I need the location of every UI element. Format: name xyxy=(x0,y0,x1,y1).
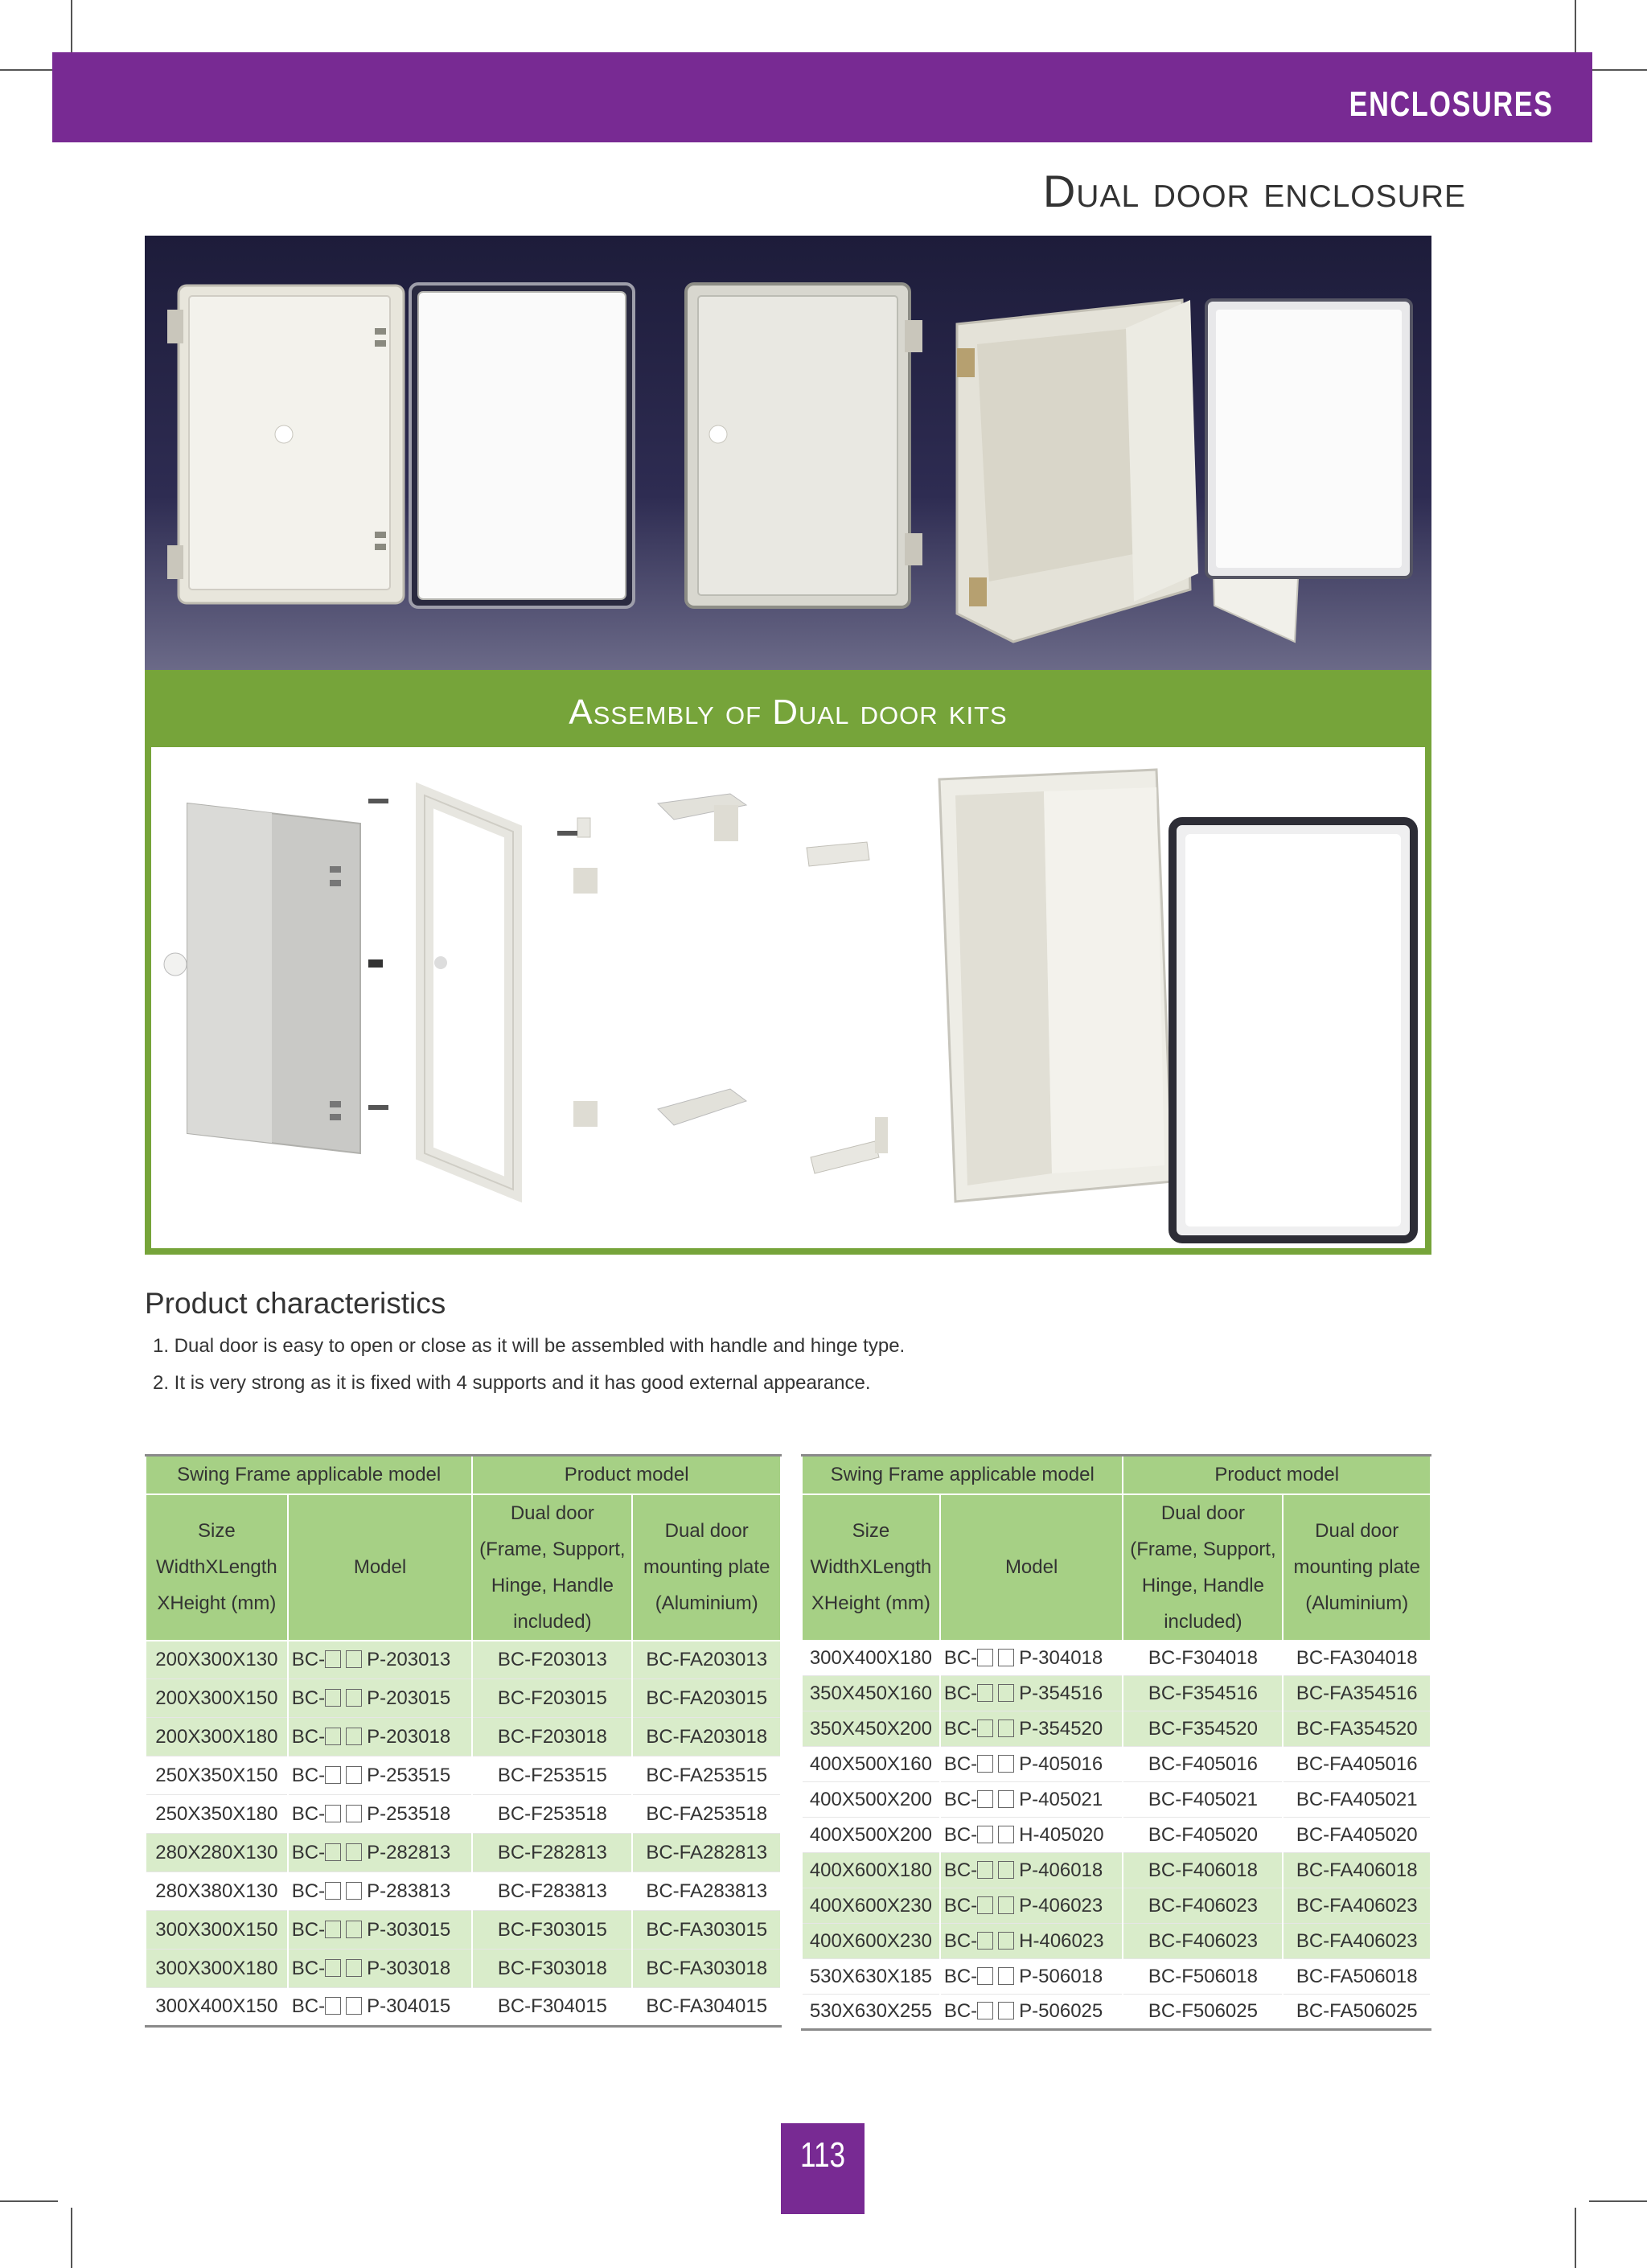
model-suffix: P-203015 xyxy=(367,1687,451,1709)
swing-frame-header: Swing Frame applicable model xyxy=(146,1456,472,1494)
dual-door-header-line: (Frame, Support, xyxy=(479,1538,626,1560)
spec-table-left xyxy=(145,1454,782,2028)
size-cell: 300X400X150 xyxy=(146,1988,288,2027)
plate-cell: BC-FA354520 xyxy=(1283,1711,1431,1747)
table-row xyxy=(802,1711,1431,1747)
table-row xyxy=(146,1718,781,1756)
model-prefix: BC- xyxy=(943,2000,978,2022)
placeholder-box-icon xyxy=(998,1790,1014,1808)
model-suffix: P-303015 xyxy=(367,1918,451,1941)
placeholder-box-icon xyxy=(977,1932,993,1950)
dual-door-cell: BC-F304018 xyxy=(1123,1641,1283,1676)
plate-cell: BC-FA304018 xyxy=(1283,1641,1431,1676)
plate-cell: BC-FA506025 xyxy=(1283,1995,1431,2030)
table-row xyxy=(146,1641,781,1679)
plate-header-line: (Aluminium) xyxy=(1305,1592,1409,1614)
table-row xyxy=(146,1988,781,2027)
size-header-line: XHeight (mm) xyxy=(811,1592,930,1614)
model-prefix: BC- xyxy=(291,1841,326,1863)
size-cell: 300X400X180 xyxy=(802,1641,940,1676)
size-cell: 280X380X130 xyxy=(146,1872,288,1911)
dual-door-cell: BC-F406023 xyxy=(1123,1924,1283,1959)
model-cell xyxy=(288,1988,473,2027)
placeholder-box-icon xyxy=(346,1766,362,1784)
dual-door-header-line: included) xyxy=(1164,1610,1242,1633)
model-suffix: P-203018 xyxy=(367,1725,451,1748)
model-suffix: P-253515 xyxy=(367,1764,451,1786)
model-cell xyxy=(288,1950,473,1988)
model-suffix: P-282813 xyxy=(367,1841,451,1863)
placeholder-box-icon xyxy=(325,1805,341,1822)
size-header xyxy=(802,1494,940,1641)
size-cell: 300X300X150 xyxy=(146,1911,288,1950)
table-row xyxy=(802,1782,1431,1818)
crop-mark xyxy=(1575,0,1576,58)
size-cell: 200X300X150 xyxy=(146,1679,288,1718)
page-number xyxy=(781,2123,865,2214)
placeholder-box-icon xyxy=(998,1684,1014,1702)
placeholder-box-icon xyxy=(998,1932,1014,1950)
page-title: Dual door enclosure xyxy=(1042,166,1466,216)
model-prefix: BC- xyxy=(943,1894,978,1917)
model-cell xyxy=(288,1641,473,1679)
plate-header-line: mounting plate xyxy=(1293,1556,1420,1578)
dual-door-cell: BC-F405020 xyxy=(1123,1818,1283,1853)
product-model-header: Product model xyxy=(472,1456,781,1494)
dual-door-header-line: Hinge, Handle xyxy=(491,1574,614,1596)
plate-cell: BC-FA253515 xyxy=(632,1756,781,1795)
model-suffix: P-506018 xyxy=(1019,1965,1103,1987)
placeholder-box-icon xyxy=(325,1959,341,1977)
model-prefix: BC- xyxy=(291,1957,326,1979)
table-row xyxy=(802,1641,1431,1676)
dual-door-cell: BC-F283813 xyxy=(472,1872,632,1911)
model-suffix: P-405021 xyxy=(1019,1788,1103,1810)
table-row xyxy=(802,1676,1431,1711)
size-header-line: Size xyxy=(198,1520,236,1542)
placeholder-box-icon xyxy=(325,1882,341,1900)
size-header-line: WidthXLength xyxy=(810,1556,932,1578)
size-cell: 530X630X255 xyxy=(802,1995,940,2030)
dual-door-header xyxy=(472,1494,632,1641)
size-cell: 400X500X160 xyxy=(802,1747,940,1782)
placeholder-box-icon xyxy=(998,1649,1014,1666)
dual-door-cell: BC-F405021 xyxy=(1123,1782,1283,1818)
placeholder-box-icon xyxy=(998,1826,1014,1843)
dual-door-cell: BC-F406018 xyxy=(1123,1853,1283,1888)
model-prefix: BC- xyxy=(291,1687,326,1709)
model-cell xyxy=(940,1711,1123,1747)
model-cell xyxy=(940,1747,1123,1782)
model-suffix: P-406023 xyxy=(1019,1894,1103,1917)
model-cell xyxy=(940,1782,1123,1818)
dual-door-cell: BC-F203013 xyxy=(472,1641,632,1679)
model-cell xyxy=(940,1924,1123,1959)
size-cell: 400X500X200 xyxy=(802,1782,940,1818)
table-row xyxy=(146,1872,781,1911)
crop-mark xyxy=(1589,2200,1647,2202)
table-row xyxy=(146,1950,781,1988)
model-cell xyxy=(940,1676,1123,1711)
characteristics-heading: Product characteristics xyxy=(145,1287,446,1320)
placeholder-box-icon xyxy=(325,1921,341,1938)
model-prefix: BC- xyxy=(291,1725,326,1748)
model-cell xyxy=(288,1756,473,1795)
model-header: Model xyxy=(940,1494,1123,1641)
placeholder-box-icon xyxy=(998,1896,1014,1914)
model-prefix: BC- xyxy=(943,1682,978,1704)
dual-door-header-line: (Frame, Support, xyxy=(1130,1538,1276,1560)
size-cell: 350X450X160 xyxy=(802,1676,940,1711)
model-header: Model xyxy=(288,1494,473,1641)
model-prefix: BC- xyxy=(943,1859,978,1881)
header-bar xyxy=(52,52,1592,142)
model-cell xyxy=(940,1818,1123,1853)
placeholder-box-icon xyxy=(998,1755,1014,1773)
size-header-line: XHeight (mm) xyxy=(157,1592,277,1614)
table-row xyxy=(802,1995,1431,2030)
crop-mark xyxy=(1589,69,1647,71)
placeholder-box-icon xyxy=(998,2002,1014,2019)
table-row xyxy=(802,1959,1431,1995)
size-cell: 400X500X200 xyxy=(802,1818,940,1853)
plate-header-line: Dual door xyxy=(1315,1520,1399,1542)
placeholder-box-icon xyxy=(346,1650,362,1668)
placeholder-box-icon xyxy=(998,1719,1014,1737)
model-suffix: P-303018 xyxy=(367,1957,451,1979)
placeholder-box-icon xyxy=(998,1967,1014,1985)
model-suffix: P-203013 xyxy=(367,1648,451,1670)
size-cell: 280X280X130 xyxy=(146,1834,288,1872)
plate-cell: BC-FA282813 xyxy=(632,1834,781,1872)
model-prefix: BC- xyxy=(943,1752,978,1775)
size-cell: 400X600X230 xyxy=(802,1924,940,1959)
plate-cell: BC-FA406023 xyxy=(1283,1924,1431,1959)
dual-door-header-line: included) xyxy=(513,1610,592,1633)
crop-mark xyxy=(0,69,58,71)
table-row xyxy=(802,1924,1431,1959)
plate-cell: BC-FA506018 xyxy=(1283,1959,1431,1995)
model-prefix: BC- xyxy=(943,1646,978,1669)
enclosure-illustration xyxy=(145,236,1431,670)
placeholder-box-icon xyxy=(346,1959,362,1977)
table-row xyxy=(802,1888,1431,1924)
model-cell xyxy=(940,1995,1123,2030)
plate-cell: BC-FA303018 xyxy=(632,1950,781,1988)
placeholder-box-icon xyxy=(346,1843,362,1861)
dual-door-cell: BC-F354520 xyxy=(1123,1711,1283,1747)
model-cell xyxy=(940,1641,1123,1676)
model-prefix: BC- xyxy=(291,1802,326,1825)
dual-door-cell: BC-F506018 xyxy=(1123,1959,1283,1995)
section-label: ENCLOSURES xyxy=(1349,84,1554,124)
model-prefix: BC- xyxy=(291,1995,326,2017)
placeholder-box-icon xyxy=(977,1896,993,1914)
plate-header-line: mounting plate xyxy=(643,1556,770,1578)
model-suffix: H-406023 xyxy=(1019,1929,1104,1952)
size-cell: 300X300X180 xyxy=(146,1950,288,1988)
placeholder-box-icon xyxy=(346,1728,362,1745)
placeholder-box-icon xyxy=(346,1882,362,1900)
size-cell: 250X350X150 xyxy=(146,1756,288,1795)
plate-header xyxy=(1283,1494,1431,1641)
plate-cell: BC-FA405021 xyxy=(1283,1782,1431,1818)
size-cell: 200X300X180 xyxy=(146,1718,288,1756)
model-prefix: BC- xyxy=(943,1965,978,1987)
model-suffix: P-253518 xyxy=(367,1802,451,1825)
enclosure-photo xyxy=(145,236,1431,670)
model-cell xyxy=(288,1679,473,1718)
placeholder-box-icon xyxy=(346,1805,362,1822)
kit-photo xyxy=(151,747,1425,1248)
placeholder-box-icon xyxy=(325,1997,341,2015)
table-row xyxy=(146,1834,781,1872)
placeholder-box-icon xyxy=(977,1967,993,1985)
model-prefix: BC- xyxy=(943,1717,978,1740)
plate-cell: BC-FA253518 xyxy=(632,1795,781,1834)
dual-door-header-line: Dual door xyxy=(510,1502,594,1524)
model-prefix: BC- xyxy=(291,1918,326,1941)
dual-door-cell: BC-F405016 xyxy=(1123,1747,1283,1782)
plate-cell: BC-FA303015 xyxy=(632,1911,781,1950)
plate-cell: BC-FA354516 xyxy=(1283,1676,1431,1711)
table-row xyxy=(146,1756,781,1795)
characteristic-item: 1. Dual door is easy to open or close as it will be assembled with handle and hinge type. xyxy=(153,1335,906,1357)
placeholder-box-icon xyxy=(977,1861,993,1879)
model-suffix: P-506025 xyxy=(1019,2000,1103,2022)
model-suffix: P-304015 xyxy=(367,1995,451,2017)
placeholder-box-icon xyxy=(346,1921,362,1938)
dual-door-header-line: Dual door xyxy=(1160,1502,1245,1524)
table-row xyxy=(802,1747,1431,1782)
model-suffix: P-406018 xyxy=(1019,1859,1103,1881)
dual-door-cell: BC-F354516 xyxy=(1123,1676,1283,1711)
model-prefix: BC- xyxy=(943,1823,978,1846)
dual-door-cell: BC-F253515 xyxy=(472,1756,632,1795)
placeholder-box-icon xyxy=(325,1650,341,1668)
dual-door-cell: BC-F253518 xyxy=(472,1795,632,1834)
kit-illustration xyxy=(151,747,1425,1248)
plate-cell: BC-FA203015 xyxy=(632,1679,781,1718)
model-cell xyxy=(288,1834,473,1872)
plate-cell: BC-FA203018 xyxy=(632,1718,781,1756)
plate-header xyxy=(632,1494,781,1641)
model-suffix: P-354520 xyxy=(1019,1717,1103,1740)
model-cell xyxy=(288,1911,473,1950)
size-cell: 200X300X130 xyxy=(146,1641,288,1679)
model-suffix: H-405020 xyxy=(1019,1823,1104,1846)
size-cell: 250X350X180 xyxy=(146,1795,288,1834)
model-prefix: BC- xyxy=(943,1788,978,1810)
plate-cell: BC-FA304015 xyxy=(632,1988,781,2027)
dual-door-cell: BC-F282813 xyxy=(472,1834,632,1872)
model-cell xyxy=(288,1872,473,1911)
plate-cell: BC-FA283813 xyxy=(632,1872,781,1911)
placeholder-box-icon xyxy=(346,1997,362,2015)
assembly-panel xyxy=(145,670,1431,1255)
dual-door-cell: BC-F406023 xyxy=(1123,1888,1283,1924)
placeholder-box-icon xyxy=(325,1843,341,1861)
characteristic-item: 2. It is very strong as it is fixed with 4 supports and it has good external appearance. xyxy=(153,1372,871,1394)
dual-door-cell: BC-F203018 xyxy=(472,1718,632,1756)
spec-table-right xyxy=(801,1454,1431,2031)
placeholder-box-icon xyxy=(977,1649,993,1666)
model-suffix: P-283813 xyxy=(367,1880,451,1902)
placeholder-box-icon xyxy=(977,1826,993,1843)
model-cell xyxy=(940,1959,1123,1995)
size-cell: 400X600X230 xyxy=(802,1888,940,1924)
table-row xyxy=(146,1911,781,1950)
plate-cell: BC-FA405020 xyxy=(1283,1818,1431,1853)
dual-door-cell: BC-F303018 xyxy=(472,1950,632,1988)
dual-door-cell: BC-F203015 xyxy=(472,1679,632,1718)
placeholder-box-icon xyxy=(325,1728,341,1745)
size-cell: 530X630X185 xyxy=(802,1959,940,1995)
dual-door-cell: BC-F304015 xyxy=(472,1988,632,2027)
size-cell: 350X450X200 xyxy=(802,1711,940,1747)
table-row xyxy=(802,1818,1431,1853)
model-suffix: P-354516 xyxy=(1019,1682,1103,1704)
plate-cell: BC-FA406023 xyxy=(1283,1888,1431,1924)
model-prefix: BC- xyxy=(291,1764,326,1786)
table-row xyxy=(802,1853,1431,1888)
placeholder-box-icon xyxy=(977,1755,993,1773)
table-row xyxy=(146,1795,781,1834)
model-cell xyxy=(940,1853,1123,1888)
crop-mark xyxy=(1575,2208,1576,2268)
placeholder-box-icon xyxy=(977,1790,993,1808)
placeholder-box-icon xyxy=(325,1689,341,1707)
page-number-text: 113 xyxy=(799,2135,846,2175)
plate-cell: BC-FA406018 xyxy=(1283,1853,1431,1888)
plate-cell: BC-FA203013 xyxy=(632,1641,781,1679)
placeholder-box-icon xyxy=(325,1766,341,1784)
model-prefix: BC- xyxy=(291,1648,326,1670)
placeholder-box-icon xyxy=(977,1719,993,1737)
characteristics-list xyxy=(153,1332,905,1406)
assembly-title: Assembly of Dual door kits xyxy=(569,692,1008,732)
swing-frame-header: Swing Frame applicable model xyxy=(802,1456,1123,1494)
model-suffix: P-405016 xyxy=(1019,1752,1103,1775)
placeholder-box-icon xyxy=(977,1684,993,1702)
crop-mark xyxy=(0,2200,58,2202)
dual-door-cell: BC-F506025 xyxy=(1123,1995,1283,2030)
model-cell xyxy=(288,1795,473,1834)
plate-header-line: Dual door xyxy=(664,1520,749,1542)
size-header-line: Size xyxy=(852,1520,890,1542)
plate-header-line: (Aluminium) xyxy=(655,1592,758,1614)
size-header-line: WidthXLength xyxy=(155,1556,277,1578)
product-model-header: Product model xyxy=(1123,1456,1431,1494)
model-cell xyxy=(940,1888,1123,1924)
dual-door-cell: BC-F303015 xyxy=(472,1911,632,1950)
size-cell: 400X600X180 xyxy=(802,1853,940,1888)
model-suffix: P-304018 xyxy=(1019,1646,1103,1669)
placeholder-box-icon xyxy=(998,1861,1014,1879)
placeholder-box-icon xyxy=(346,1689,362,1707)
plate-cell: BC-FA405016 xyxy=(1283,1747,1431,1782)
dual-door-header-line: Hinge, Handle xyxy=(1141,1574,1264,1596)
model-prefix: BC- xyxy=(291,1880,326,1902)
model-prefix: BC- xyxy=(943,1929,978,1952)
table-row xyxy=(146,1679,781,1718)
size-header xyxy=(146,1494,288,1641)
crop-mark xyxy=(71,2208,72,2268)
crop-mark xyxy=(71,0,72,58)
dual-door-header xyxy=(1123,1494,1283,1641)
placeholder-box-icon xyxy=(977,2002,993,2019)
model-cell xyxy=(288,1718,473,1756)
